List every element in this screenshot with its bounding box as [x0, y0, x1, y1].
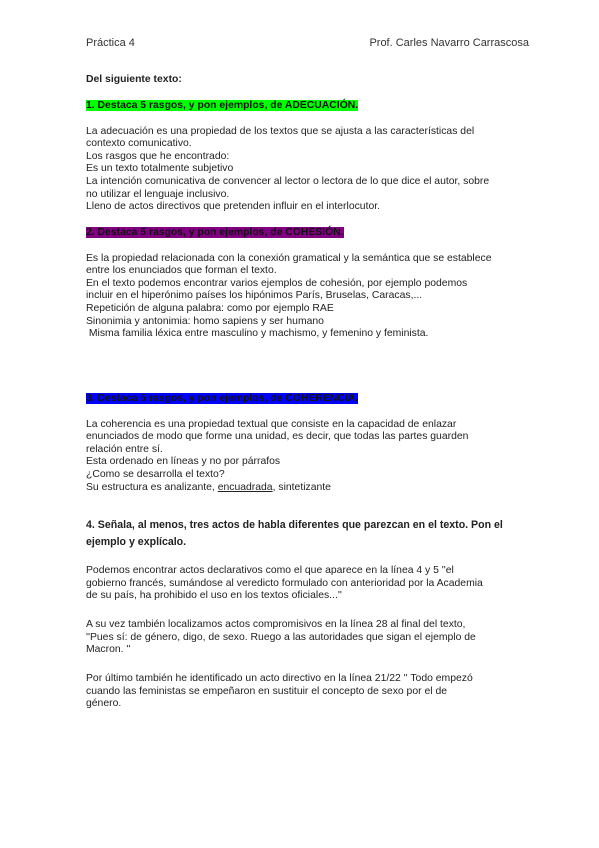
paragraph-declarativos [86, 565, 526, 603]
coherencia-line-last [86, 482, 526, 495]
adecuacion-line: La adecuación es una propiedad de los textos que se ajusta a las características del [86, 125, 475, 137]
paragraph-line: ''Pues sí: de género, digo, de sexo. Ruego a las autoridades que sigan el ejemplo de [86, 631, 476, 643]
paragraph-compromisivos [86, 619, 526, 657]
paragraph-line: A su vez también localizamos actos compromisivos en la línea 28 al final del texto, [86, 619, 466, 630]
heading-adecuacion: 1. Destaca 5 rasgos, y pon ejemplos, de ADECUACIÓN. [86, 100, 359, 111]
section-coherencia [86, 393, 526, 494]
adecuacion-line: Es un texto totalmente subjetivo [86, 163, 234, 175]
paragraph-line: género. [86, 698, 122, 710]
header-left: Práctica 4 [86, 37, 135, 49]
coherencia-line: ¿Como se desarrolla el texto? [86, 468, 225, 480]
heading-cohesion: 2. Destaca 5 rasgos, y pon ejemplos, de COHESIÓN. [86, 227, 344, 238]
paragraph-line: Macron. '' [86, 644, 131, 656]
heading-line: 4. Señala, al menos, tres actos de habla diferentes que parezcan en el texto. Pon el [86, 519, 503, 531]
heading-coherencia: 3. Destaca 5 rasgos, y pon ejemplos, de COHERENCIA. [86, 393, 358, 404]
adecuacion-line: La intención comunicativa de convencer al lector o lectora de lo que dice el autor, sobre [86, 175, 490, 187]
heading-line: ejemplo y explícalo. [86, 535, 187, 548]
coherencia-line: enunciados de modo que forme una unidad, es decir, que todas las partes guarden [86, 431, 469, 443]
cohesion-line: incluir en el hiperónimo países los hipónimos París, Bruselas, Caracas,... [86, 290, 423, 302]
cohesion-line: Es la propiedad relacionada con la conexión gramatical y la semántica que se establece [86, 252, 492, 264]
paragraph-line: gobierno francés, sumándose al veredicto formulado con anterioridad por la Academia [86, 577, 483, 589]
adecuacion-line: Lleno de actos directivos que pretenden influir en el interlocutor. [86, 201, 381, 213]
adecuacion-line: contexto comunicativo. [86, 138, 192, 150]
coherencia-text: , sintetizante [272, 481, 331, 493]
underlined-word: encuadrada [217, 481, 273, 493]
paragraph-line: Por último también he identificado un acto directivo en la línea 21/22 '' Todo empezó [86, 673, 473, 684]
adecuacion-line: no utilizar el lenguaje inclusivo. [86, 188, 230, 200]
section-adecuacion [86, 100, 526, 214]
intro-text: Del siguiente texto: [86, 74, 182, 85]
coherencia-line: Esta ordenado en líneas y no por párrafos [86, 456, 281, 468]
section-cohesion [86, 227, 526, 341]
cohesion-line: Sinonimia y antonimia: homo sapiens y ser humano [86, 315, 324, 327]
cohesion-line: En el texto podemos encontrar varios ejemplos de cohesión, por ejemplo podemos [86, 277, 468, 289]
cohesion-line: entre los enunciados que forman el texto. [86, 265, 277, 277]
cohesion-line: Repetición de alguna palabra: como por ejemplo RAE [86, 302, 334, 314]
heading-actos-habla [86, 517, 526, 550]
paragraph-line: Podemos encontrar actos declarativos como el que aparece en la línea 4 y 5 ''el [86, 565, 454, 576]
paragraph-line: de su país, ha prohibido el uso en los textos oficiales...'' [86, 590, 342, 602]
coherencia-text: Su estructura es analizante, [86, 481, 218, 493]
paragraph-line: cuando las feministas se empeñaron en sustituir el concepto de sexo por el de [86, 685, 447, 697]
header-right: Prof. Carles Navarro Carrascosa [369, 37, 529, 49]
coherencia-line: La coherencia es una propiedad textual que consiste en la capacidad de enlazar [86, 418, 457, 430]
coherencia-line: relación entre sí. [86, 443, 163, 455]
adecuacion-line: Los rasgos que he encontrado: [86, 150, 230, 162]
cohesion-line: Misma familia léxica entre masculino y machismo, y femenino y feminista. [86, 328, 429, 340]
paragraph-directivo [86, 673, 526, 711]
